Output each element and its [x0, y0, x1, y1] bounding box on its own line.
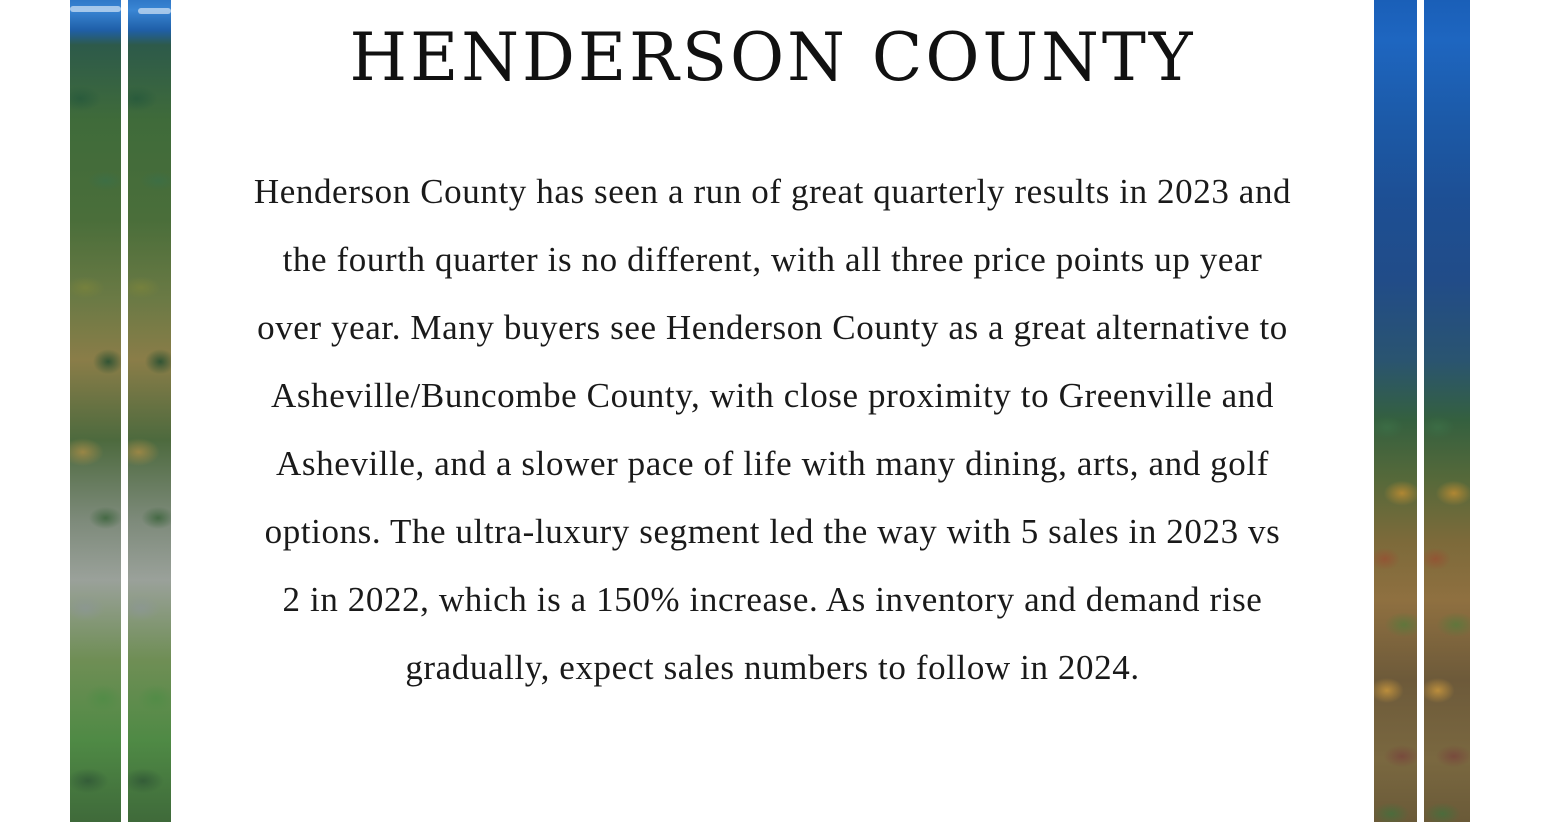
- left-forest-image-strip: [70, 0, 121, 822]
- page-title: HENDERSON COUNTY: [349, 19, 1196, 96]
- cloud-wisp: [70, 6, 121, 12]
- right-forest-image-strip-outer: [1424, 0, 1470, 822]
- left-forest-image-strip-inner: [128, 0, 171, 822]
- cloud-wisp: [138, 8, 171, 14]
- county-summary-paragraph: Henderson County has seen a run of great quarterly results in 2023 and the fourth quarter is no different, with all three price points up year over year. Many buyers see Henderson County as a great alternative to Asheville/Buncombe County, with close proximity to Greenville and Asheville, and a slower pace of life with many dining, arts, and golf options. The ultra-luxury segment led the way with 5 sales in 2023 vs 2 in 2022, which is a 150% increase. As inventory and demand rise gradually, expect sales numbers to follow in 2024.: [253, 172, 1292, 687]
- right-forest-image-strip: [1374, 0, 1417, 822]
- main-content: [230, 0, 1315, 702]
